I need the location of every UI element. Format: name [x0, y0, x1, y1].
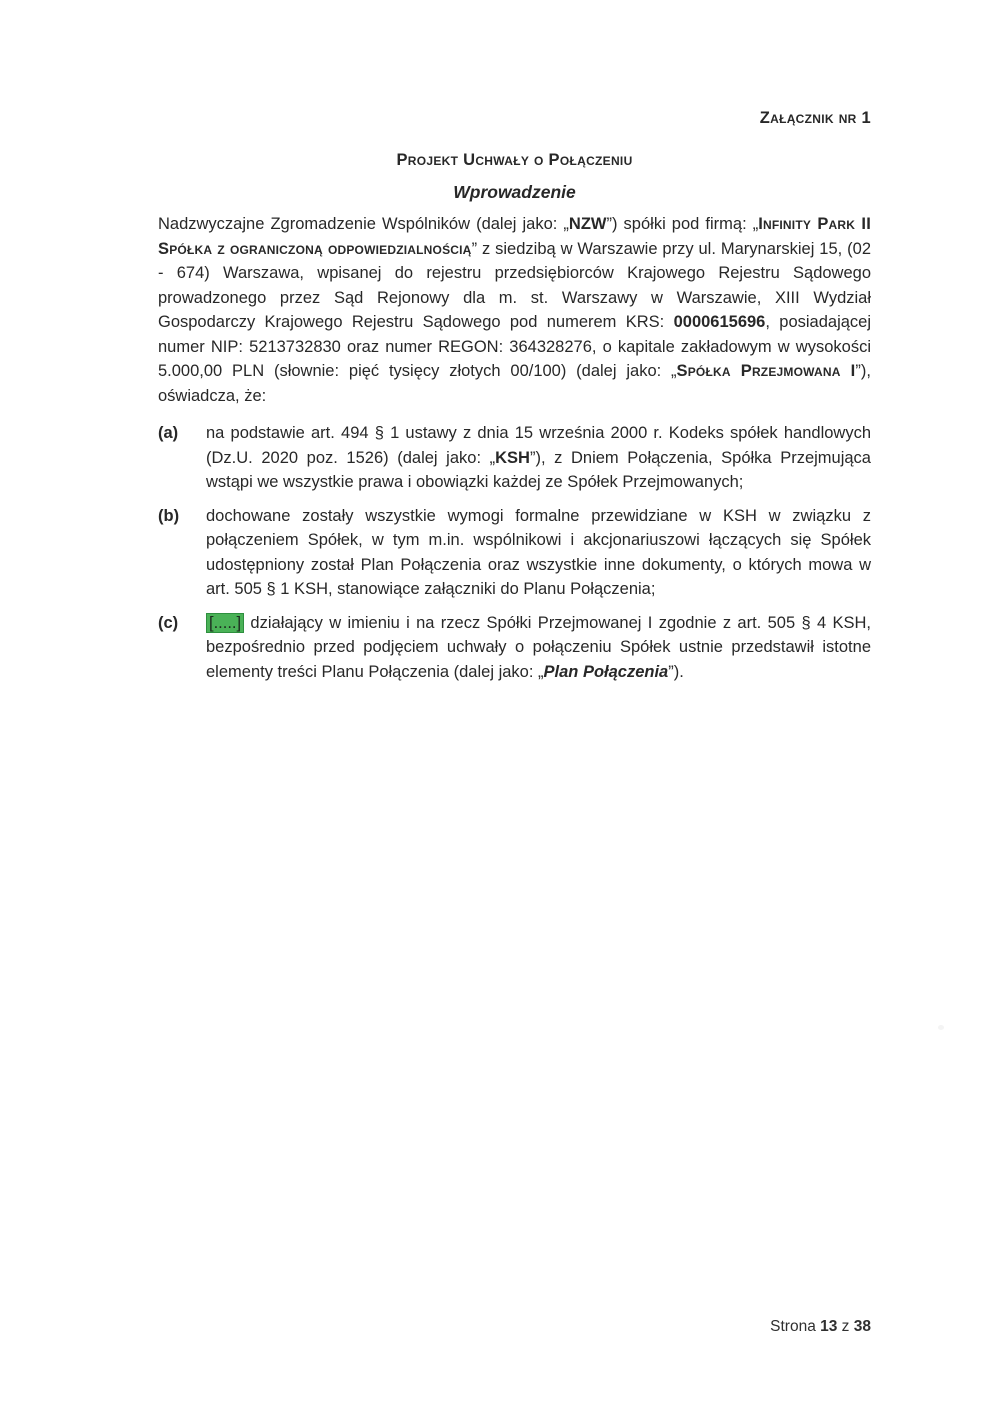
text-run: NZW: [568, 215, 607, 233]
list-item: [158, 421, 871, 495]
document-subtitle: Wprowadzenie: [453, 182, 576, 202]
text-run: ” z siedzibą w Warszawie przy ul. Marynarskiej 15, (02 - 674) Warszawa, wpisanej do rejestru przedsiębiorców Krajowego Rejestru Sądowego prowadzonego przez Sąd Rejonowy dla m. st. Warszawy w Warszawie, XIII Wydział Gospodarczy Krajowego Rejestru Sądowego pod numerem KRS:: [158, 239, 871, 331]
text-run: ”) spółki pod firmą: „: [606, 215, 759, 233]
attachment-label: Załącznik nr 1: [759, 109, 871, 127]
text-run: ”).: [668, 662, 684, 681]
placeholder-highlight: [.....]: [206, 613, 244, 633]
document-body: [158, 212, 871, 693]
text-run: 13: [820, 1318, 838, 1335]
list-item-text: [206, 504, 871, 602]
text-run: Infinity Park II Spółka z ograniczoną odpowiedzialnością: [158, 215, 871, 258]
text-run: Spółka Przejmowana I: [676, 362, 856, 380]
text-run: ”), oświadcza, że:: [158, 362, 871, 405]
list-item-text: [206, 421, 871, 495]
list-item-label: (b): [158, 506, 180, 525]
list-item-label: (a): [158, 424, 179, 442]
list-item-label: (c): [158, 613, 179, 632]
list-item: [158, 504, 871, 602]
text-run: na podstawie art. 494 § 1 ustawy z dnia 15 września 2000 r. Kodeks spółek handlowych (Dz.U. 2020 poz. 1526) (dalej jako: „: [206, 424, 871, 467]
text-run: ”), z Dniem Połączenia, Spółka Przejmująca wstąpi we wszystkie prawa i obowiązki każdej ze Spółek Przejmowanych;: [206, 448, 871, 491]
scan-artifact: [938, 1025, 944, 1030]
document-title: Projekt Uchwały o Połączeniu: [396, 151, 633, 169]
merger-statement-list: [158, 421, 871, 684]
text-run: , posiadającej numer NIP: 5213732830 oraz numer REGON: 364328276, o kapitale zakładowym w wysokości 5.000,00 PLN (słownie: pięć tysięcy złotych 00/100) (dalej jako: „: [158, 313, 871, 380]
text-run: Strona: [770, 1318, 821, 1335]
text-run: z: [837, 1318, 854, 1335]
intro-paragraph: [158, 212, 871, 408]
text-run: 0000615696: [673, 313, 766, 331]
list-item: [158, 611, 871, 685]
text-run: 38: [853, 1318, 871, 1335]
page-footer: [158, 1318, 871, 1336]
list-item-text: [206, 611, 871, 685]
text-run: działający w imieniu i na rzecz Spółki Przejmowanej I zgodnie z art. 505 § 4 KSH, bezpośrednio przed podjęciem uchwały o połączeniu Spółek ustnie przedstawił istotne elementy treści Planu Połączenia (dalej jako: „: [206, 613, 871, 681]
text-run: Nadzwyczajne Zgromadzenie Wspólników (dalej jako: „: [158, 215, 569, 233]
text-run: KSH: [495, 448, 530, 467]
text-run: Plan Połączenia: [543, 662, 669, 681]
text-run: dochowane zostały wszystkie wymogi formalne przewidziane w KSH w związku z połączeniem Spółek, w tym m.in. wspólnikowi i akcjonariuszowi łączących się Spółek udostępniony został Plan Połączenia oraz wszystkie inne dokumenty, o których mowa w art. 505 § 1 KSH, stanowiące załączniki do Planu Połączenia;: [206, 506, 871, 598]
